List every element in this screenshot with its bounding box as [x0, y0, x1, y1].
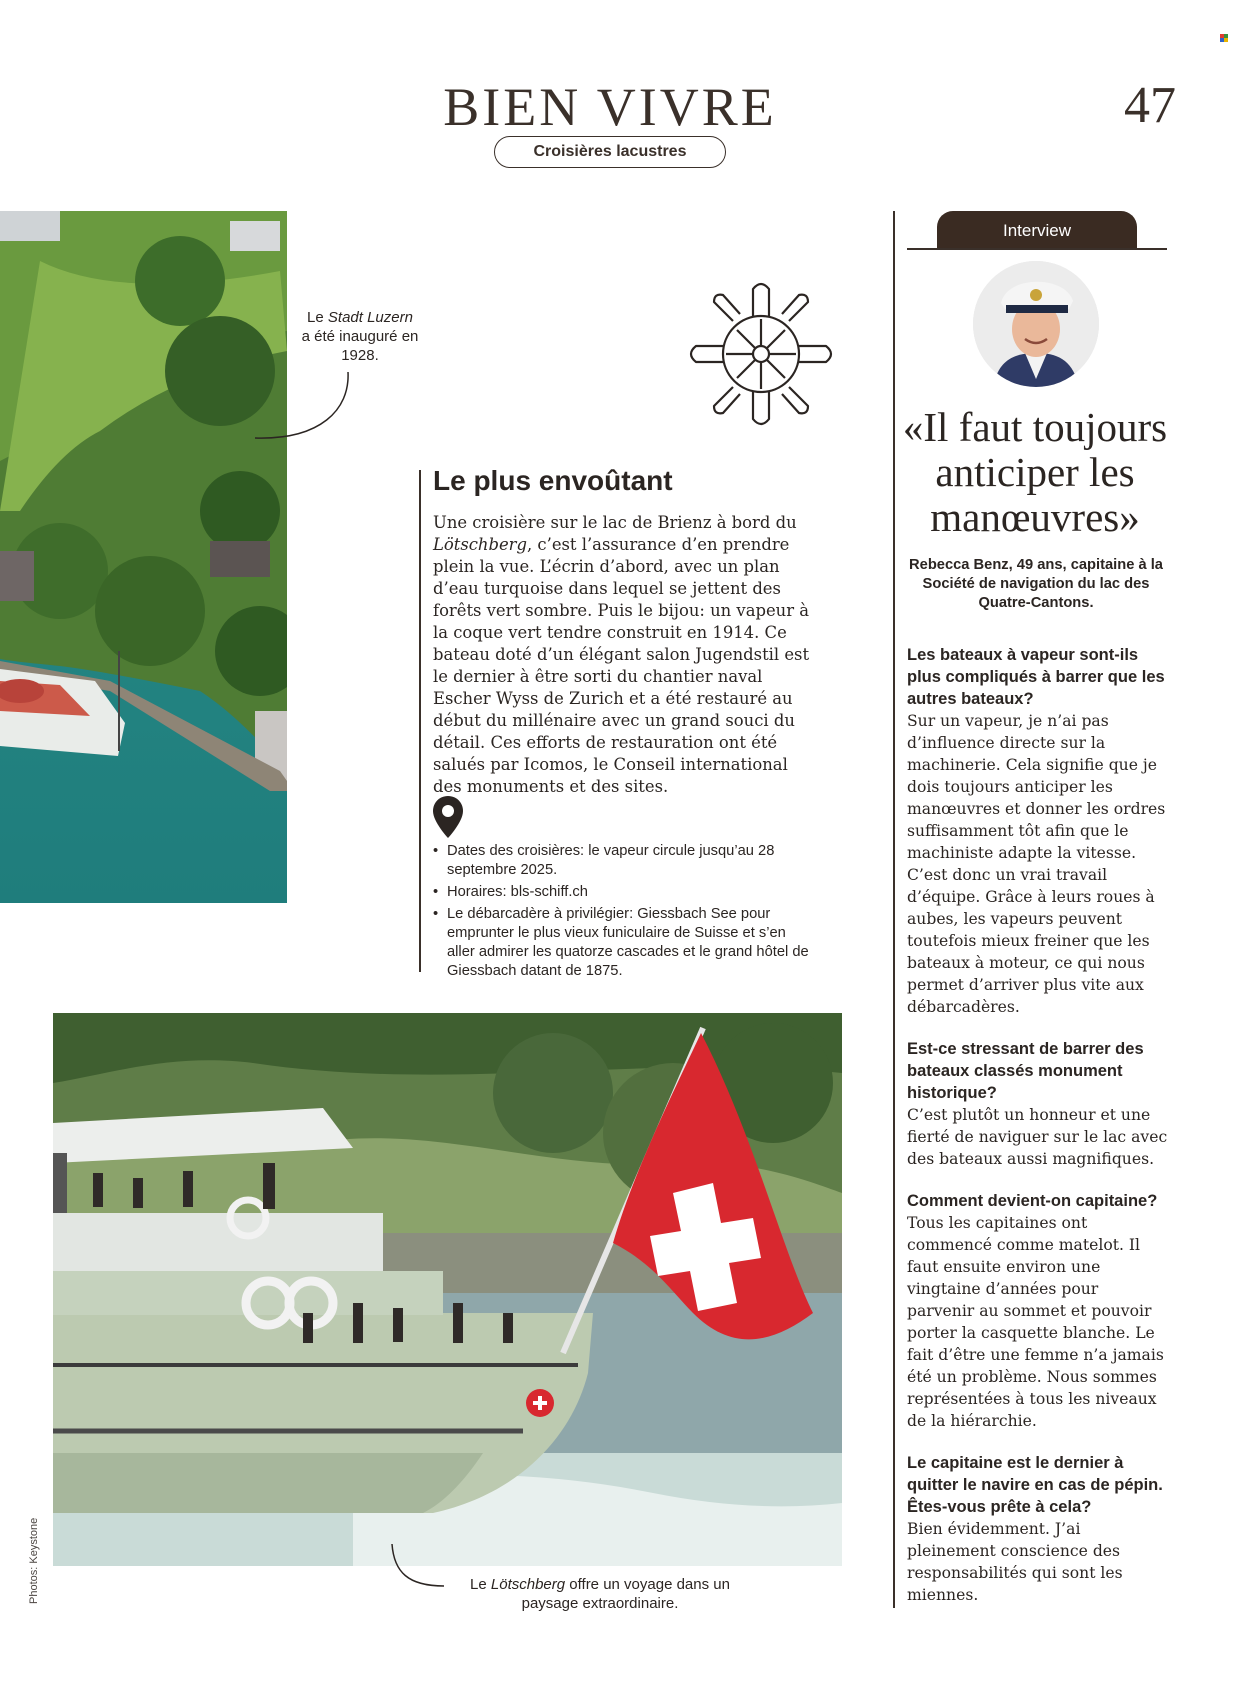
- question-2: Est-ce stressant de barrer des bateaux classés monument historique?: [907, 1040, 1144, 1102]
- info-dates: • Dates des croisières: le vapeur circule jusqu’au 28 septembre 2025.: [433, 842, 813, 880]
- article-rule: [419, 470, 421, 972]
- interview-tab: Interview: [937, 211, 1137, 249]
- interviewee-credit: Rebecca Benz, 49 ans, capitaine à la Société de navigation du lac des Quatre-Cantons.: [909, 557, 1163, 611]
- article-title: Le plus envoûtant: [433, 465, 673, 496]
- answer-1: Sur un vapeur, je n’ai pas d’influence directe sur la machinerie. Cela signifie que je dois toujours anticiper les manœuvres et donner les ordres suffisamment tôt afin que le machiniste adapte la vitesse. C’est donc un vrai travail d’équipe. Grâce à leurs roues à aubes, les vapeurs peuvent toutefois mieux freiner que les bateaux à moteur, ce qui nous permet d’arriver plus vite aux débarcadères.: [907, 712, 1166, 1016]
- question-3: Comment devient-on capitaine?: [907, 1192, 1158, 1210]
- question-4: Le capitaine est le dernier à quitter le navire en cas de pépin. Êtes-vous prête à cela?: [907, 1454, 1163, 1516]
- ship-wheel-icon: [682, 275, 840, 433]
- photo-credit: Photos: Keystone: [28, 1517, 40, 1604]
- caption-leader-bottom: [388, 1542, 448, 1597]
- photo-lotschberg: [53, 1013, 842, 1566]
- section-subtitle: Croisières lacustres: [494, 136, 726, 168]
- practical-info-list: [433, 842, 813, 984]
- caption-leader-top: [250, 370, 360, 450]
- info-pier: • Le débarcadère à privilégier: Giessbach See pour emprunter le plus vieux funiculaire de Suisse et s’en aller admirer les quatorze cascades et le grand hôtel de Giessbach datant de 1875.: [433, 905, 813, 981]
- color-mark: [1220, 34, 1228, 42]
- portrait-rebecca-benz: [973, 261, 1099, 387]
- answer-4: Bien évidemment. J’ai pleinement conscience des responsabilités qui sont les miennes.: [907, 1520, 1123, 1604]
- section-title: BIEN VIVRE: [443, 77, 777, 137]
- info-schedule: • Horaires: bls-schiff.ch: [433, 883, 813, 902]
- answer-3: Tous les capitaines ont commencé comme matelot. Il faut ensuite environ une vingtaine d’années pour parvenir au sommet et pouvoir porter la casquette blanche. Le fait d’être une femme n’a jamais été un problème. Nous sommes représentées à tous les niveaux de la hiérarchie.: [907, 1214, 1164, 1430]
- article-body: Une croisière sur le lac de Brienz à bord du Lötschberg, c’est l’assurance d’en prendre plein la vue. L’écrin d’abord, avec un plan d’eau turquoise dans lequel se jettent des forêts vert sombre. Puis le bijou: un vapeur à la coque vert tendre construit en 1914. Ce bateau doté d’un élégant salon Jugendstil est le dernier à être sorti du chantier naval Escher Wyss de Zurich et a été restauré au début du millénaire avec un grand souci du détail. Ces efforts de restauration ont été salués par Icomos, le Conseil international des monuments et des sites.: [433, 513, 810, 796]
- photo-stadt-luzern: [0, 211, 287, 903]
- interview-divider: [893, 211, 895, 1608]
- answer-2: C’est plutôt un honneur et une fierté de naviguer sur le lac avec des bateaux aussi magnifiques.: [907, 1106, 1168, 1168]
- pull-quote: «Il faut toujours anticiper les manœuvres»: [902, 404, 1168, 540]
- question-1: Les bateaux à vapeur sont-ils plus compliqués à barrer que les autres bateaux?: [907, 646, 1165, 708]
- interview-rule: [907, 248, 1167, 250]
- page-number: 47: [1124, 77, 1176, 134]
- interview-qa: [907, 644, 1169, 1626]
- location-pin-icon: [432, 795, 464, 839]
- caption-lotschberg: Le Lötschberg offre un voyage dans un paysage extraordinaire.: [470, 1576, 730, 1612]
- caption-stadt-luzern: Le Stadt Luzern a été inauguré en 1928.: [301, 309, 419, 364]
